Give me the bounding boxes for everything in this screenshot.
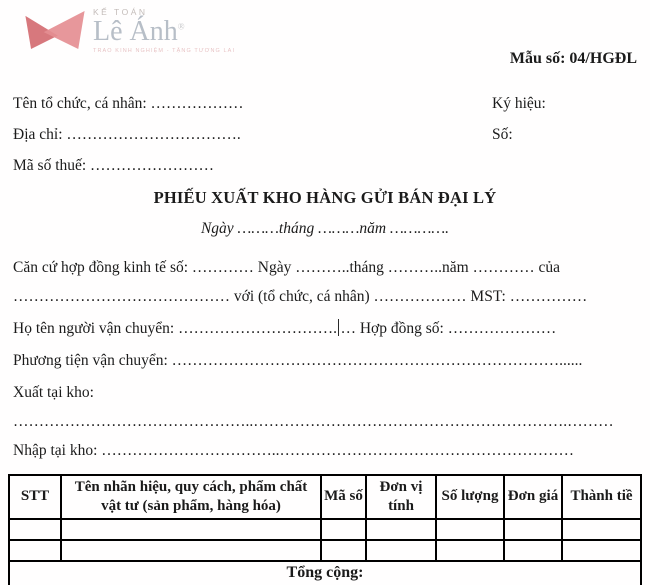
table-cell-empty[interactable]: [366, 540, 436, 561]
col-header-code: Mã số: [321, 475, 366, 519]
brand-text: [93, 5, 235, 54]
table-cell-empty[interactable]: [61, 519, 321, 540]
document-header: [0, 0, 650, 86]
table-cell-empty[interactable]: [562, 519, 641, 540]
symbol-field[interactable]: Ký hiệu:: [492, 94, 546, 112]
brand-name-text: Lê Ánh: [93, 16, 178, 47]
field-row-address: [13, 119, 637, 150]
header-fields: [13, 88, 637, 181]
address-field[interactable]: Địa chỉ: …………………………….: [13, 125, 241, 143]
table-cell-empty[interactable]: [504, 519, 562, 540]
table-cell-empty[interactable]: [321, 519, 366, 540]
table-cell-empty[interactable]: [436, 519, 504, 540]
col-header-stt: STT: [9, 475, 61, 519]
table-cell-empty[interactable]: [9, 540, 61, 561]
table-row: [9, 540, 641, 561]
table-row: [9, 519, 641, 540]
table-cell-empty[interactable]: [366, 519, 436, 540]
vehicle-line[interactable]: Phương tiện vận chuyển: …………………………………………………………………......: [13, 352, 583, 369]
col-header-quantity: Số lượng: [436, 475, 504, 519]
col-header-amount: Thành tiề: [562, 475, 641, 519]
registered-mark: ®: [177, 21, 185, 32]
col-header-unit: Đơn vị tính: [366, 475, 436, 519]
table-cell-empty[interactable]: [504, 540, 562, 561]
transporter-text-after: … Hợp đồng số: …………………: [340, 320, 557, 337]
table-total-row: [9, 561, 641, 585]
col-header-name: Tên nhãn hiệu, quy cách, phẩm chất vật tư (sản phẩm, hàng hóa): [61, 475, 321, 519]
table-header-row: [9, 475, 641, 519]
table-cell-empty[interactable]: [61, 540, 321, 561]
col-header-price: Đơn giá: [504, 475, 562, 519]
brand-name: [93, 17, 235, 46]
field-row-tax: [13, 150, 637, 181]
field-row-org: [13, 88, 637, 119]
body-paragraph: [13, 253, 637, 465]
import-warehouse-line[interactable]: Nhập tại kho: ……………………………..…………………………………………………: [13, 442, 574, 459]
transporter-line[interactable]: [13, 314, 637, 343]
brand-kicker: KẾ TOÁN: [93, 7, 148, 17]
number-field[interactable]: Số:: [492, 125, 513, 143]
table-cell-empty[interactable]: [562, 540, 641, 561]
items-table: [8, 474, 642, 585]
contract-line-2[interactable]: …………………………………… với (tổ chức, cá nhân) ……………… MST: ……………: [13, 288, 588, 305]
table-cell-empty[interactable]: [9, 519, 61, 540]
form-code-label: Mẫu số: 04/HGĐL: [509, 50, 637, 67]
ribbon-logo-icon: [24, 5, 86, 55]
table-cell-empty[interactable]: [321, 540, 366, 561]
tax-code-field[interactable]: Mã số thuế: ……………………: [13, 156, 215, 174]
contract-line-1[interactable]: Căn cứ hợp đồng kinh tế số: ………… Ngày ………..tháng ………..năm ………… của: [13, 259, 560, 276]
export-warehouse-dots[interactable]: ………………………………………..…………………………………………………….………: [13, 413, 614, 430]
date-line[interactable]: Ngày ………tháng ………năm ………….: [200, 220, 450, 237]
brand-tagline: TRAO KINH NGHIỆM - TẶNG TƯƠNG LAI: [93, 48, 236, 55]
page-title: PHIẾU XUẤT KHO HÀNG GỬI BÁN ĐẠI LÝ: [153, 188, 497, 207]
brand-logo: [24, 5, 235, 55]
transporter-text-before: Họ tên người vận chuyển: ………………………….: [13, 320, 337, 337]
org-name-field[interactable]: Tên tổ chức, cá nhân: ………………: [13, 94, 244, 112]
export-warehouse-label[interactable]: Xuất tại kho:: [13, 384, 94, 401]
table-cell-empty[interactable]: [436, 540, 504, 561]
total-label[interactable]: Tổng cộng:: [9, 561, 641, 585]
